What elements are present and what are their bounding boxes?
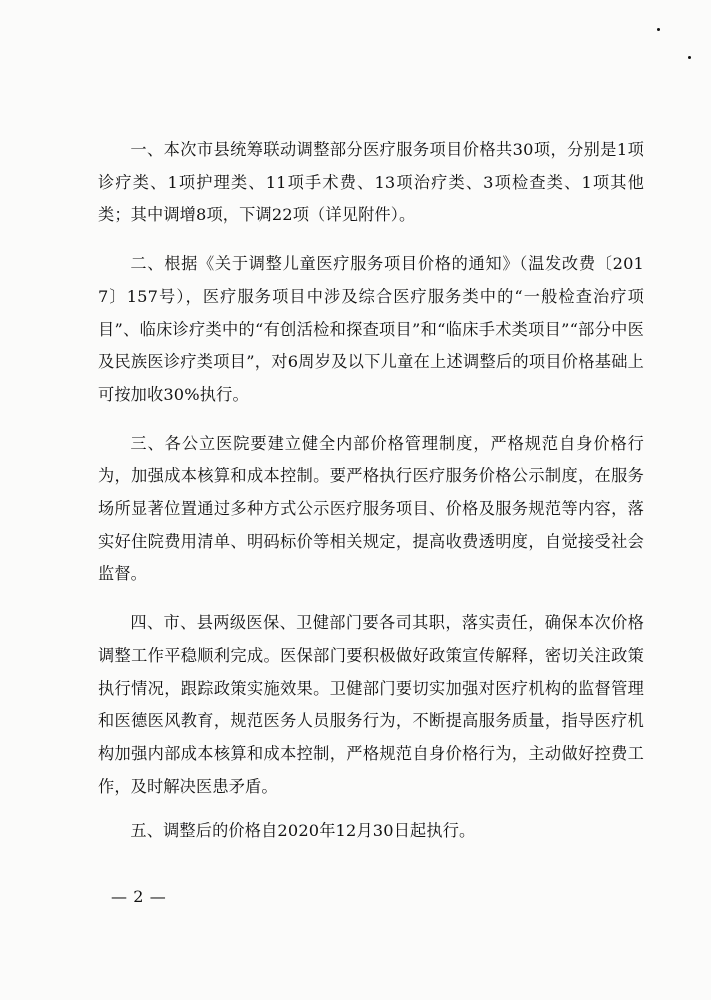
paragraph-department-responsibilities: 四、市、县两级医保、卫健部门要各司其职，落实责任，确保本次价格调整工作平稳顺利完成。医保部门要积极做好政策宣传解释，密切关注政策执行情况，跟踪政策实施效果。卫健部门要切实加强对医疗机构的监督管理和医德医风教育，规范医务人员服务行为，不断提高服务质量，指导医疗机构加强内部成本核算和成本控制，严格规范自身价格行为，主动做好控费工作，及时解决医患矛盾。	[98, 613, 644, 796]
scan-speck-mark	[657, 28, 660, 31]
paragraph-price-adjustment-summary: 一、本次市县统筹联动调整部分医疗服务项目价格共30项，分别是1项诊疗类、1项护理类、11项手术费、13项治疗类、3项检查类、1项其他类；其中调增8项，下调22项（详见附件）。	[98, 140, 644, 225]
paragraph-hospital-price-management: 三、各公立医院要建立健全内部价格管理制度，严格规范自身价格行为，加强成本核算和成本控制。要严格执行医疗服务价格公示制度，在服务场所显著位置通过多种方式公示医疗服务项目、价格及服务规范等内容，落实好住院费用清单、明码标价等相关规定，提高收费透明度，自觉接受社会监督。	[98, 433, 644, 584]
paragraph-effective-date: 五、调整后的价格自2020年12月30日起执行。	[130, 821, 476, 841]
paragraph-children-price-surcharge: 二、根据《关于调整儿童医疗服务项目价格的通知》（温发改费〔2017〕157号），医疗服务项目中涉及综合医疗服务类中的“一般检查治疗项目”、临床诊疗类中的“有创活检和探查项目”和“临床手术类项目”“部分中医及民族医诊疗类项目”，对6周岁及以下儿童在上述调整后的项目价格基础上可按加收30%执行。	[98, 254, 644, 404]
scan-speck-mark	[688, 56, 691, 59]
document-body	[98, 134, 644, 864]
page-number: — 2 —	[111, 887, 167, 906]
